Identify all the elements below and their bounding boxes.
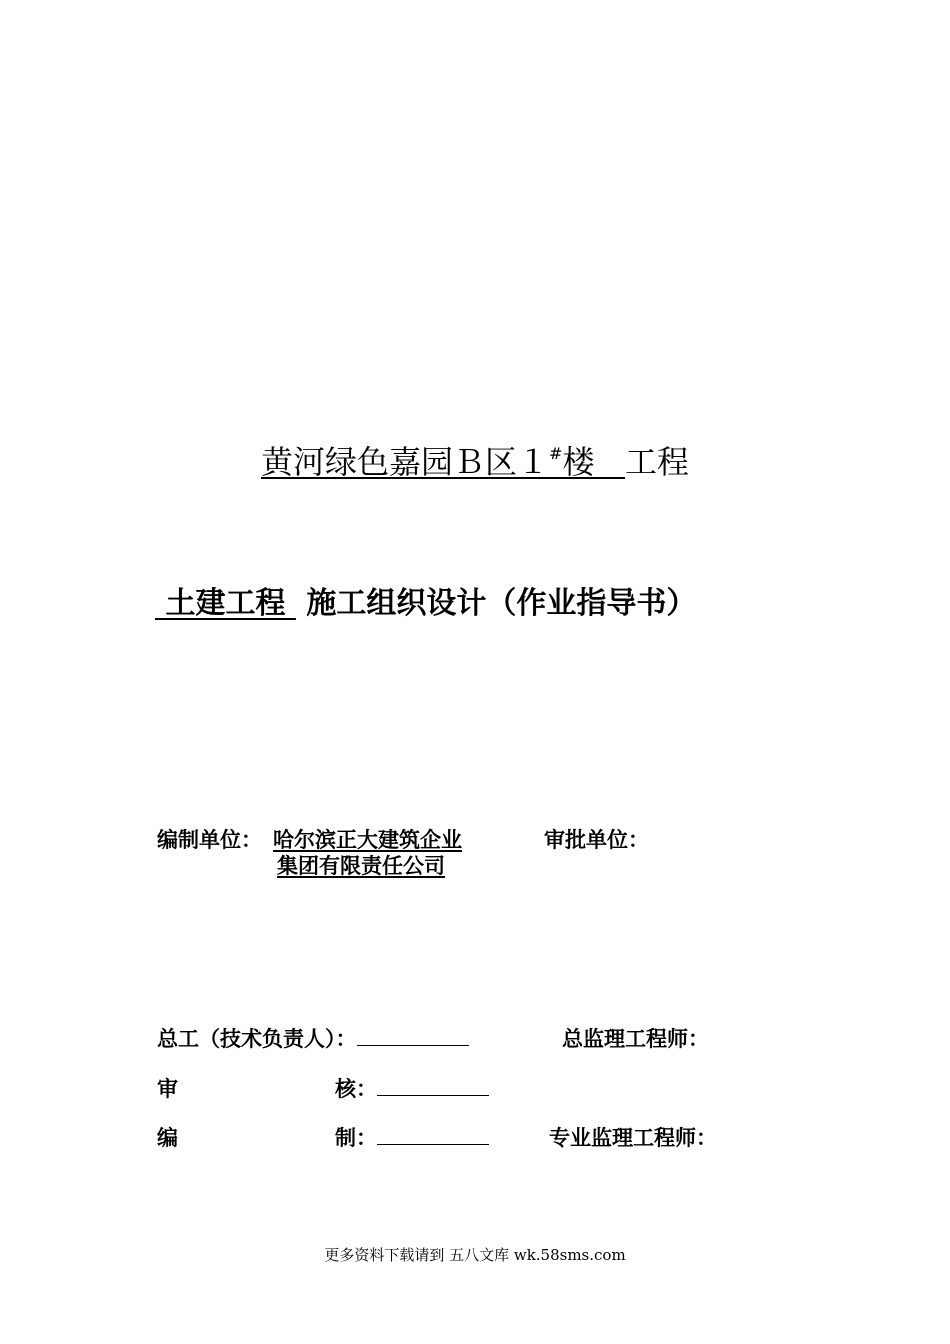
compile-unit-value-line2: 集团有限责任公司 [277, 854, 445, 878]
review-label-right: 核： [335, 1077, 377, 1101]
review-field [335, 1075, 489, 1103]
specialist-supervisor-label: 专业监理工程师： [549, 1126, 717, 1150]
document-title [0, 430, 950, 486]
compile-unit-value-line1: 哈尔滨正大建筑企业 [273, 828, 462, 852]
review-label-left: 审 [157, 1077, 178, 1101]
compile-label-right: 制： [335, 1126, 377, 1150]
chief-engineer-blank [357, 1025, 469, 1046]
compile-field [335, 1124, 489, 1152]
footer-note: 更多资料下载请到 五八文库 wk.58sms.com [324, 1246, 626, 1264]
chief-engineer-field [157, 1025, 469, 1053]
compile-unit-label: 编制单位： [157, 828, 262, 852]
title-suffix: 工程 [624, 443, 689, 481]
title-superscript: # [549, 444, 563, 463]
compile-blank [377, 1124, 489, 1145]
document-subtitle [155, 582, 696, 626]
compile-label-left: 编 [157, 1126, 178, 1150]
chief-engineer-label: 总工（技术负责人）： [157, 1027, 357, 1051]
project-name: 黄河绿色嘉园Ｂ区１#楼 [261, 443, 595, 481]
doc-type: 施工组织设计（作业指导书） [306, 586, 697, 621]
discipline-name: 土建工程 [165, 586, 286, 621]
approve-unit-label: 审批单位： [544, 828, 649, 852]
review-blank [377, 1075, 489, 1096]
chief-supervisor-label: 总监理工程师： [562, 1027, 709, 1051]
